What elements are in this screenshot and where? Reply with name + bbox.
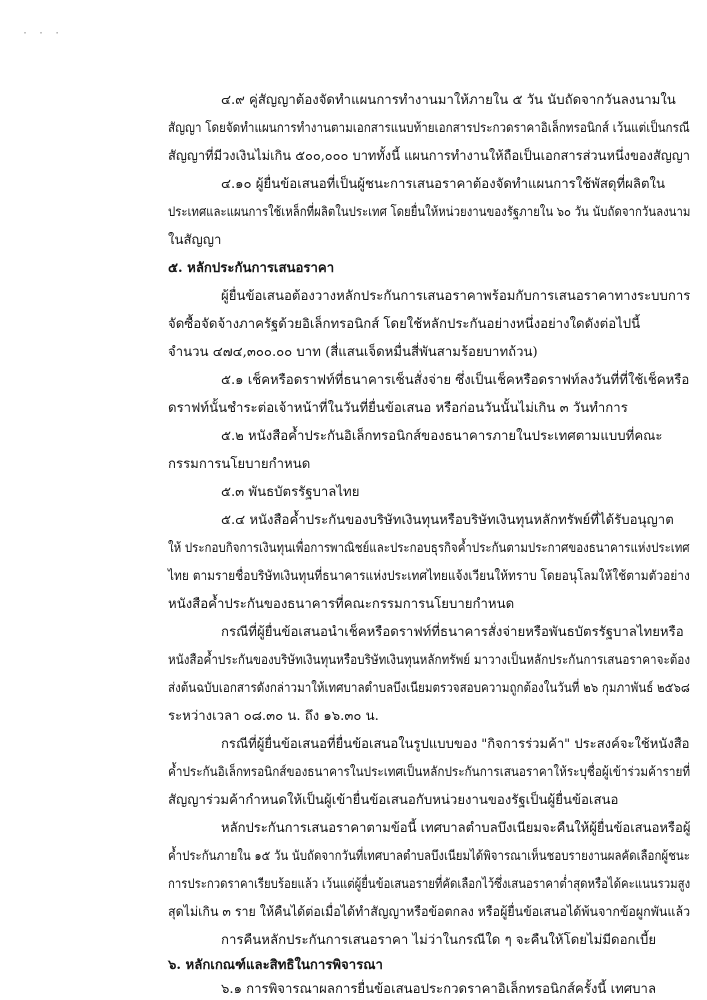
- section-5-intro-line-2: จัดซื้อจัดจ้างภาครัฐด้วยอิเล็กทรอนิกส์ โดยใช้หลักประกันอย่างหนึ่งอย่างใดดังต่อไปนี้: [168, 317, 641, 332]
- joint-venture-line-2: ค้ำประกันอิเล็กทรอนิกส์ของธนาคารในประเทศเป็นหลักประกันการเสนอราคาให้ระบุชื่อผู้เข้าร่วมค้ารายที่: [168, 765, 691, 780]
- clause-4-10-line-1: ๔.๑๐ ผู้ยื่นข้อเสนอที่เป็นผู้ชนะการเสนอราคาต้องจัดทำแผนการใช้พัสดุที่ผลิตใน: [221, 177, 665, 192]
- section-5-heading: ๕. หลักประกันการเสนอราคา: [168, 261, 335, 276]
- cheque-case-line-1: กรณีที่ผู้ยื่นข้อเสนอนำเช็คหรือดราฟท์ที่ธนาคารสั่งจ่ายหรือพันธบัตรรัฐบาลไทยหรือ: [221, 625, 684, 640]
- refund-line-2: ค้ำประกันภายใน ๑๕ วัน นับถัดจากวันที่เทศบาลตำบลบึงเนียมได้พิจารณาเห็นชอบรายงานผลคัดเลือกผู้ชนะ: [168, 849, 690, 864]
- cheque-case-line-2: หนังสือค้ำประกันของบริษัทเงินทุนหรือบริษัทเงินทุนหลักทรัพย์ มาวางเป็นหลักประกันการเสนอราคาจะต้อง: [168, 653, 691, 668]
- refund-line-3: การประกวดราคาเรียบร้อยแล้ว เว้นแต่ผู้ยื่นข้อเสนอรายที่คัดเลือกไว้ซึ่งเสนอราคาต่ำสุดหรือได้คะแนนรวมสูง: [168, 877, 691, 892]
- clause-5-4-line-3: ไทย ตามรายชื่อบริษัทเงินทุนที่ธนาคารแห่งประเทศไทยแจ้งเวียนให้ทราบ โดยอนุโลมให้ใช้ตามตัวอย่าง: [168, 569, 690, 584]
- clause-5-1-line-1: ๕.๑ เช็คหรือดราฟท์ที่ธนาคารเซ็นสั่งจ่าย ซึ่งเป็นเช็คหรือดราฟท์ลงวันที่ที่ใช้เช็คหรือ: [221, 373, 690, 388]
- scan-mark: · · ·: [22, 28, 63, 39]
- clause-5-2-line-2: กรรมการนโยบายกำหนด: [168, 457, 311, 472]
- no-interest-line: การคืนหลักประกันการเสนอราคา ไม่ว่าในกรณีใด ๆ จะคืนให้โดยไม่มีดอกเบี้ย: [221, 933, 657, 948]
- clause-5-4-line-1: ๕.๔ หนังสือค้ำประกันของบริษัทเงินทุนหรือบริษัทเงินทุนหลักทรัพย์ที่ได้รับอนุญาต: [221, 513, 674, 528]
- cheque-case-line-3: ส่งต้นฉบับเอกสารดังกล่าวมาให้เทศบาลตำบลบึงเนียมตรวจสอบความถูกต้องในวันที่ ๒๖ กุมภาพันธ์ ๒๕๖๘: [168, 681, 690, 696]
- clause-4-9-line-1: ๔.๙ คู่สัญญาต้องจัดทำแผนการทำงานมาให้ภายใน ๕ วัน นับถัดจากวันลงนามใน: [221, 93, 676, 108]
- section-6-heading: ๖. หลักเกณฑ์และสิทธิในการพิจารณา: [168, 958, 383, 973]
- clause-5-1-line-2: ดราฟท์นั้นชำระต่อเจ้าหน้าที่ในวันที่ยื่นข้อเสนอ หรือก่อนวันนั้นไม่เกิน ๓ วันทำการ: [168, 401, 628, 416]
- clause-4-10-line-3: ในสัญญา: [168, 233, 222, 248]
- section-5-intro-line-1: ผู้ยื่นข้อเสนอต้องวางหลักประกันการเสนอราคาพร้อมกับการเสนอราคาทางระบบการ: [221, 289, 691, 304]
- guarantee-amount-line: จำนวน ๔๗๔,๓๐๐.๐๐ บาท (สี่แสนเจ็ดหมื่นสี่พันสามร้อยบาทถ้วน): [168, 345, 538, 360]
- cheque-case-line-4: ระหว่างเวลา ๐๘.๓๐ น. ถึง ๑๖.๓๐ น.: [168, 709, 379, 724]
- clause-4-9-line-3: สัญญาที่มีวงเงินไม่เกิน ๕๐๐,๐๐๐ บาททั้งนี้ แผนการทำงานให้ถือเป็นเอกสารส่วนหนึ่งของสัญญา: [168, 149, 691, 164]
- clause-5-4-line-4: หนังสือค้ำประกันของธนาคารที่คณะกรรมการนโยบายกำหนด: [168, 597, 515, 612]
- clause-6-1-line-1: ๖.๑ การพิจารณาผลการยื่นข้อเสนอประกวดราคาอิเล็กทรอนิกส์ครั้งนี้ เทศบาล: [221, 982, 657, 997]
- joint-venture-line-1: กรณีที่ผู้ยื่นข้อเสนอที่ยื่นข้อเสนอในรูปแบบของ "กิจการร่วมค้า" ประสงค์จะใช้หนังสือ: [221, 737, 690, 752]
- clause-4-10-line-2: ประเทศและแผนการใช้เหล็กที่ผลิตในประเทศ โดยยื่นให้หน่วยงานของรัฐภายใน ๖๐ วัน นับถัดจากวันลงนาม: [168, 205, 691, 220]
- joint-venture-line-3: สัญญาร่วมค้ากำหนดให้เป็นผู้เข้ายื่นข้อเสนอกับหน่วยงานของรัฐเป็นผู้ยื่นข้อเสนอ: [168, 793, 619, 808]
- clause-4-9-line-2: สัญญา โดยจัดทำแผนการทำงานตามเอกสารแนบท้ายเอกสารประกวดราคาอิเล็กทรอนิกส์ เว้นแต่เป็นกรณี: [168, 121, 690, 136]
- refund-line-1: หลักประกันการเสนอราคาตามข้อนี้ เทศบาลตำบลบึงเนียมจะคืนให้ผู้ยื่นข้อเสนอหรือผู้: [221, 821, 691, 836]
- refund-line-4: สุดไม่เกิน ๓ ราย ให้คืนได้ต่อเมื่อได้ทำสัญญาหรือข้อตกลง หรือผู้ยื่นข้อเสนอได้พ้นจากข้อผูกพันแล้ว: [168, 905, 691, 920]
- clause-5-3-line: ๕.๓ พันธบัตรรัฐบาลไทย: [221, 485, 360, 500]
- clause-5-2-line-1: ๕.๒ หนังสือค้ำประกันอิเล็กทรอนิกส์ของธนาคารภายในประเทศตามแบบที่คณะ: [221, 429, 663, 444]
- clause-5-4-line-2: ให้ ประกอบกิจการเงินทุนเพื่อการพาณิชย์และประกอบธุรกิจค้ำประกันตามประกาศของธนาคารแห่งประเทศ: [168, 541, 690, 556]
